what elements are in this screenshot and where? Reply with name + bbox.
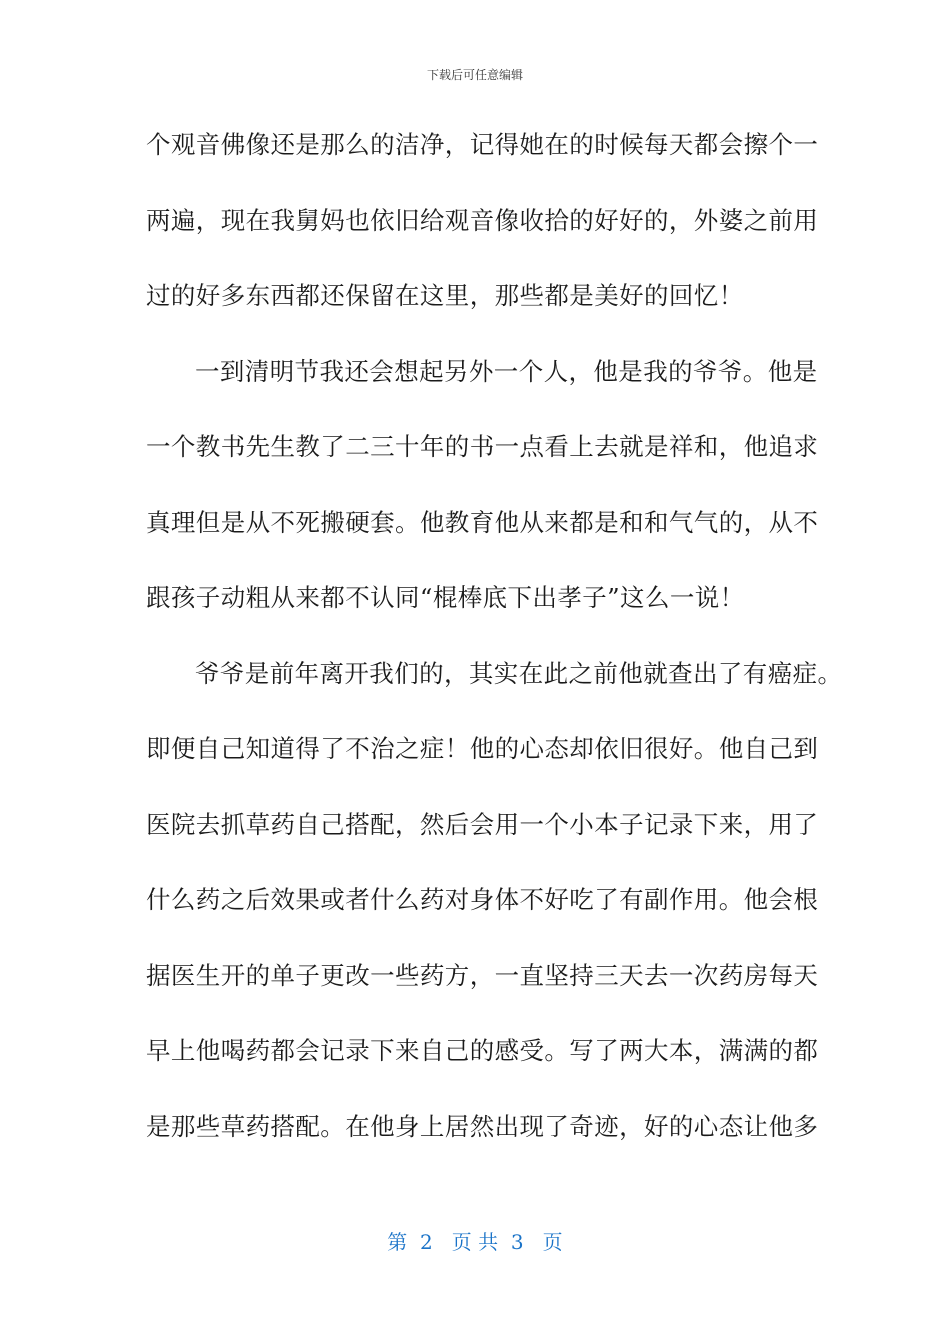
- text-line: 个观音佛像还是那么的洁净，记得她在的时候每天都会擦个一: [146, 130, 819, 159]
- text-line: 医院去抓草药自己搭配，然后会用一个小本子记录下来，用了: [146, 809, 819, 839]
- text-line: 即便自己知道得了不治之症！他的心态却依旧很好。他自己到: [146, 734, 819, 763]
- paragraph-start-line: 一到清明节我还会想起另外一个人，他是我的爷爷。他是: [195, 356, 818, 386]
- text-line: 早上他喝药都会记录下来自己的感受。写了两大本，满满的都: [146, 1036, 819, 1065]
- text-line: 什么药之后效果或者什么药对身体不好吃了有副作用。他会根: [146, 885, 819, 914]
- text-line: 跟孩子动粗从来都不认同“棍棒底下出孝子”这么一说！: [146, 583, 745, 612]
- document-body: [146, 120, 843, 1177]
- text-line: 两遍，现在我舅妈也依旧给观音像收拾的好好的，外婆之前用: [146, 205, 819, 235]
- header-note: 下载后可任意编辑: [426, 68, 523, 82]
- text-line: 真理但是从不死搬硬套。他教育他从来都是和和气气的，从不: [146, 507, 819, 537]
- text-line: 据医生开的单子更改一些药方，一直坚持三天去一次药房每天: [146, 960, 819, 990]
- text-line: 过的好多东西都还保留在这里，那些都是美好的回忆！: [146, 281, 744, 310]
- text-line: 是那些草药搭配。在他身上居然出现了奇迹，好的心态让他多: [146, 1111, 819, 1141]
- text-line: 一个教书先生教了二三十年的书一点看上去就是祥和，他追求: [146, 432, 819, 461]
- page-number-footer: 第 2 页 共 3 页: [387, 1230, 563, 1254]
- paragraph-start-line: 爷爷是前年离开我们的，其实在此之前他就查出了有癌症。: [195, 658, 843, 688]
